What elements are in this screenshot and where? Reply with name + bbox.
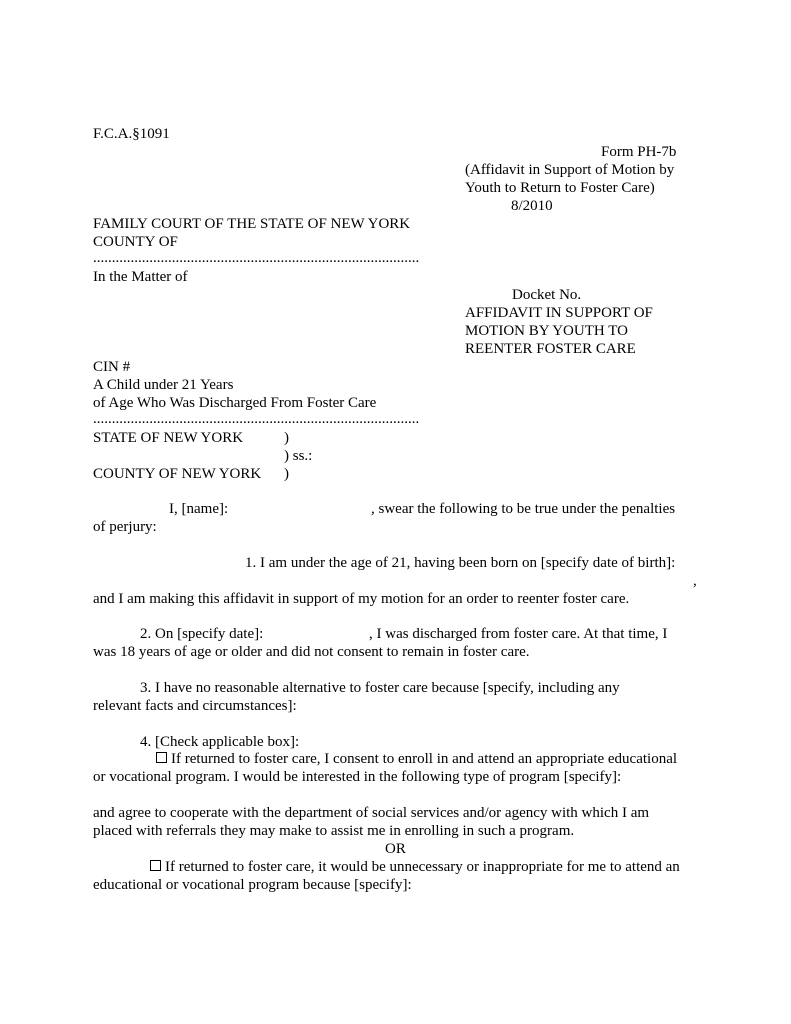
perjury-text: of perjury: (93, 519, 157, 535)
option-1-line2: or vocational program. I would be interested in the following type of program [specify]: (93, 769, 622, 785)
separator-line: ....................................................................................... (93, 250, 420, 266)
document-title-line1: AFFIDAVIT IN SUPPORT OF (465, 305, 653, 321)
document-title-line2: MOTION BY YOUTH TO (465, 323, 628, 339)
court-name: FAMILY COURT OF THE STATE OF NEW YORK (93, 216, 411, 232)
name-field[interactable] (169, 500, 228, 518)
program-type-field[interactable] (93, 768, 621, 786)
or-separator: OR (385, 841, 406, 857)
document-title-line3: REENTER FOSTER CARE (465, 341, 636, 357)
docket-label: Docket No. (512, 287, 582, 303)
agree-line1: and agree to cooperate with the department of social services and/or agency with which I am (93, 805, 650, 821)
matter-caption: In the Matter of (93, 269, 188, 285)
cin-field[interactable] (93, 358, 130, 376)
docket-number-field[interactable] (512, 286, 581, 304)
cin-label: CIN # (93, 359, 131, 375)
form-date: 8/2010 (511, 198, 553, 214)
option-1-checkbox[interactable] (156, 752, 167, 763)
form-number: Form PH-7b (601, 144, 677, 160)
discharge-date-field[interactable] (140, 625, 263, 643)
swear-statement: , swear the following to be true under the penalties (371, 501, 676, 517)
paragraph-1-line2: and I am making this affidavit in support of my motion for an order to reenter foster care. (93, 591, 630, 607)
option-2-line1: If returned to foster care, it would be unnecessary or inappropriate for me to attend an (165, 859, 680, 875)
paragraph-2-line2: was 18 years of age or older and did not consent to remain in foster care. (93, 644, 530, 660)
option-2-checkbox[interactable] (150, 860, 161, 871)
venue-paren: ) (284, 430, 289, 446)
venue-county: COUNTY OF NEW YORK (93, 466, 262, 482)
option-1-row (156, 750, 677, 768)
unnecessary-reason-field[interactable] (93, 876, 412, 894)
venue-paren: ) (284, 466, 289, 482)
child-description-line1: A Child under 21 Years (93, 377, 234, 393)
paragraph-1-line1: 1. I am under the age of 21, having been born on [specify date of birth]: (245, 555, 676, 571)
separator-line: ....................................................................................... (93, 411, 420, 427)
paragraph-3-line2: relevant facts and circumstances]: (93, 698, 297, 714)
name-label: I, [name]: (169, 501, 229, 517)
paragraph-2-rest: , I was discharged from foster care. At that time, I (369, 626, 668, 642)
child-description-line2: of Age Who Was Discharged From Foster Care (93, 395, 377, 411)
agree-line2: placed with referrals they may make to assist me in enrolling in such a program. (93, 823, 575, 839)
statute-reference: F.C.A.§1091 (93, 126, 170, 142)
option-2-row (150, 858, 680, 876)
venue-ss: ) ss.: (284, 448, 313, 464)
option-2-line2: educational or vocational program because [specify]: (93, 877, 412, 893)
form-description-line2: Youth to Return to Foster Care) (465, 180, 655, 196)
county-label: COUNTY OF (93, 234, 178, 250)
paragraph-4-heading: 4. [Check applicable box]: (140, 734, 300, 750)
venue-state: STATE OF NEW YORK (93, 430, 244, 446)
option-1-line1: If returned to foster care, I consent to enroll in and attend an appropriate educational (171, 751, 678, 767)
form-description-line1: (Affidavit in Support of Motion by (465, 162, 675, 178)
birth-date-comma: , (693, 573, 697, 589)
reasons-field[interactable] (93, 697, 297, 715)
birth-date-field[interactable] (245, 554, 675, 572)
paragraph-3-line1: 3. I have no reasonable alternative to foster care because [specify, including any (140, 680, 620, 696)
paragraph-2-date-label: 2. On [specify date]: (140, 626, 264, 642)
